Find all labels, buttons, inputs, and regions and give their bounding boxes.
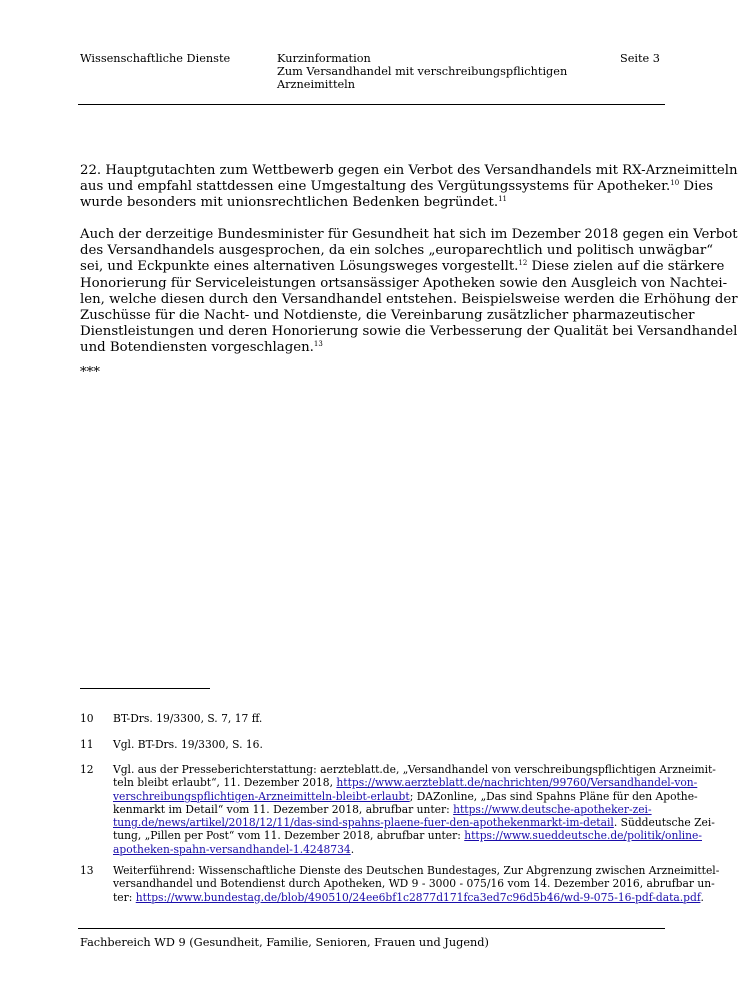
text-span: tung, „Pillen per Post“ vom 11. Dezember 2018, abrufbar unter: <box>113 829 465 843</box>
footer-department: Fachbereich WD 9 (Gesundheit, Familie, Senioren, Frauen und Jugend) <box>80 936 489 949</box>
text-line: des Versandhandels ausgesprochen, da ein solches „europarechtlich und politisch unwägbar“ <box>80 243 714 259</box>
header-title-line: Kurzinformation <box>277 52 371 65</box>
text-line <box>80 179 714 195</box>
footnote-number: 11 <box>80 738 94 751</box>
footnote-number: 10 <box>80 712 94 725</box>
footnote-line: Vgl. BT-Drs. 19/3300, S. 16. <box>113 738 263 751</box>
sueddeutsche-link[interactable]: apotheken-spahn-versandhandel-1.4248734 <box>113 842 351 856</box>
text-span: aus und empfahl stattdessen eine Umgestaltung des Vergütungssystems für Apotheker. <box>80 179 671 195</box>
text-line <box>80 259 725 275</box>
paragraph <box>80 227 738 357</box>
text-span: Diese zielen auf die stärkere <box>527 259 725 275</box>
footnote-line <box>113 803 673 816</box>
footnote-line <box>113 789 698 803</box>
text-line: Honorierung für Serviceleistungen ortsansässiger Apotheken sowie den Ausgleich von Nachtei- <box>80 275 728 291</box>
footnote-line <box>113 843 673 856</box>
daz-link[interactable]: https://www.deutsche-apotheker-zei- <box>453 802 652 816</box>
text-span: ter: <box>113 890 136 904</box>
text-line: Auch der derzeitige Bundesminister für Gesundheit hat sich im Dezember 2018 gegen ein Verbot <box>80 227 738 242</box>
footnote-ref[interactable]: 13 <box>313 340 323 349</box>
text-span: wurde besonders mit unionsrechtlichen Bedenken begründet. <box>80 195 499 211</box>
footnote-rule <box>80 688 210 689</box>
header-title-line: Arzneimitteln <box>277 78 356 91</box>
footnote-line: Weiterführend: Wissenschaftliche Dienste des Deutschen Bundestages, Zur Abgrenzung zwischen Arzneimittel- <box>113 864 720 877</box>
text-line: Dienstleistungen und deren Honorierung sowie die Verbesserung der Qualität bei Versandhandel <box>80 324 738 340</box>
text-span: . Süddeutsche Zei- <box>613 816 715 830</box>
footnote-line: BT-Drs. 19/3300, S. 7, 17 ff. <box>113 712 263 725</box>
footnote-line <box>113 829 702 843</box>
footnote-number: 13 <box>80 864 94 877</box>
text-span: ; DAZonline, „Das sind Spahns Pläne für den Apothe- <box>409 789 698 803</box>
text-span: sei, und Eckpunkte eines alternativen Lösungsweges vorgestellt. <box>80 259 519 275</box>
footnote-text <box>113 738 673 751</box>
section-separator: *** <box>80 365 100 380</box>
header-rule <box>78 104 665 105</box>
aerzteblatt-link[interactable]: https://www.aerzteblatt.de/nachrichten/99760/Versandhandel-von- <box>336 776 698 790</box>
text-span: teln bleibt erlaubt“, 11. Dezember 2018, <box>113 776 337 790</box>
header-department: Wissenschaftliche Dienste <box>80 52 231 65</box>
header-page-number: Seite 3 <box>619 52 660 65</box>
footnote-line <box>113 890 704 904</box>
paragraph <box>80 163 738 212</box>
footnote-text <box>113 763 716 856</box>
footnote-ref[interactable]: 10 <box>670 179 680 188</box>
footnote-text <box>113 864 720 904</box>
sueddeutsche-link[interactable]: https://www.sueddeutsche.de/politik/online- <box>464 829 702 843</box>
text-span: Dies <box>679 179 714 195</box>
text-span: und Botendiensten vorgeschlagen. <box>80 340 314 356</box>
footnote-ref[interactable]: 11 <box>498 195 507 204</box>
text-line: 22. Hauptgutachten zum Wettbewerb gegen ein Verbot des Versandhandels mit RX-Arzneimitteln <box>80 163 738 178</box>
footnote-line <box>113 776 698 790</box>
footnote-ref[interactable]: 12 <box>518 259 528 268</box>
text-span: . <box>350 842 355 856</box>
header-title-line: Zum Versandhandel mit verschreibungspflichtigen <box>277 65 568 78</box>
text-line <box>80 340 666 356</box>
text-line: Zuschüsse für die Nacht- und Notdienste, die Vereinbarung zusätzlicher pharmazeutischer <box>80 308 695 324</box>
footnote-line <box>113 816 715 830</box>
header-document-title <box>277 52 567 91</box>
footnote-text <box>113 712 673 725</box>
bundestag-link[interactable]: https://www.bundestag.de/blob/490510/24ee6bf1c2877d171fca3ed7c96d5b46/wd-9-075-16-pdf-data.pdf <box>135 890 701 904</box>
footnote-line: Vgl. aus der Presseberichterstattung: aerzteblatt.de, „Versandhandel von verschreibungspflichtigen Arzneimit- <box>113 763 716 776</box>
footer-rule <box>78 928 665 929</box>
aerzteblatt-link[interactable]: verschreibungspflichtigen-Arzneimitteln-bleibt-erlaubt <box>113 789 410 803</box>
footnote-line: versandhandel und Botendienst durch Apotheken, WD 9 - 3000 - 075/16 vom 14. Dezember 2016, abrufbar un- <box>113 877 715 891</box>
text-line: len, welche diesen durch den Versandhandel entstehen. Beispielsweise werden die Erhöhung der <box>80 291 738 307</box>
text-span: . <box>700 890 704 904</box>
footnote-number: 12 <box>80 763 94 776</box>
text-line <box>80 195 666 211</box>
text-span: kenmarkt im Detail“ vom 11. Dezember 2018, abrufbar unter: <box>113 802 454 816</box>
daz-link[interactable]: tung.de/news/artikel/2018/12/11/das-sind-spahns-plaene-fuer-den-apothekenmarkt-im-detail <box>113 816 614 830</box>
